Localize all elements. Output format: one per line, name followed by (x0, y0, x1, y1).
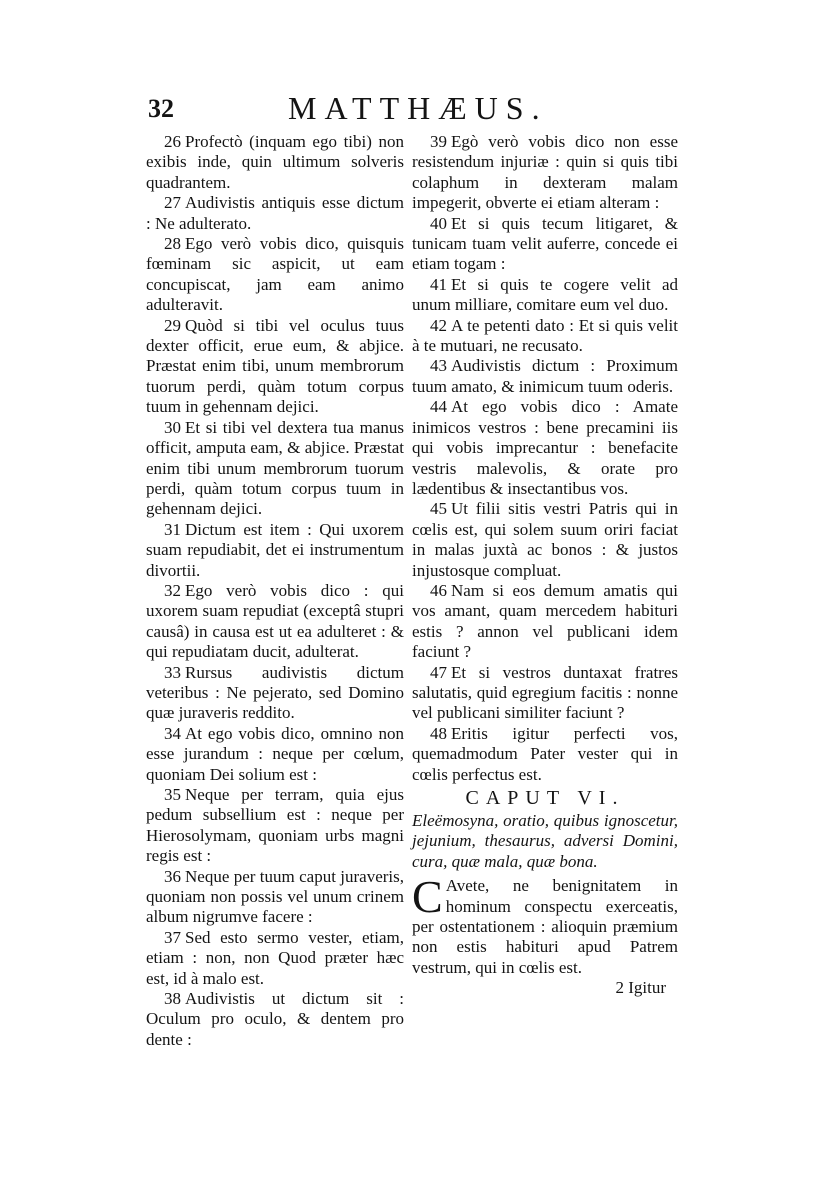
verse-text: Et si vestros duntaxat fratres salutatis, quid egregium facitis : nonne vel publicani similiter faciunt ? (412, 662, 678, 723)
verse (412, 275, 678, 316)
chapter-first-paragraph (412, 871, 678, 978)
chapter-summary: Eleëmosyna, oratio, quibus ignoscetur, jejunium, thesaurus, adversi Domini, cura, quæ mala, quæ bona. (412, 811, 678, 871)
page-header (148, 86, 688, 126)
verse (146, 724, 404, 785)
verse (412, 316, 678, 357)
verse-number: 27 (164, 193, 181, 213)
verse-text: Neque per tuum caput juraveris, quoniam non possis vel unum crinem album nigrumve facere : (146, 866, 404, 927)
verse-number: 45 (430, 499, 447, 519)
verse-text: Et si quis tecum litigaret, & tunicam tuam velit auferre, concede ei etiam togam : (412, 213, 678, 274)
verse-text: Quòd si tibi vel oculus tuus dexter officit, erue eum, & abjice. Præstat enim tibi, unum membrorum tuorum perdi, quàm totum corpus tuum in gehennam dejici. (146, 315, 404, 417)
verse-text: Audivistis antiquis esse dictum : Ne adulterato. (146, 193, 404, 233)
verse-number: 28 (164, 234, 181, 254)
verse-number: 37 (164, 927, 181, 947)
verse-number: 47 (430, 662, 447, 682)
verse-text: A te petenti dato : Et si quis velit à te mutuari, ne recusato. (412, 315, 678, 356)
verse-text: Audivistis ut dictum sit : Oculum pro oculo, & dentem pro dente : (146, 989, 404, 1049)
verse-number: 44 (430, 397, 447, 417)
verse-text: Et si quis te cogere velit ad unum milliare, comitare eum vel duo. (412, 274, 678, 315)
verse (146, 663, 404, 724)
verse (412, 499, 678, 581)
verse (146, 785, 404, 867)
verse (412, 132, 678, 214)
verse-text: Sed esto sermo vester, etiam, etiam : non, non Quod præter hæc est, id à malo est. (146, 927, 404, 988)
verse-number: 31 (164, 519, 181, 539)
verse-number: 34 (164, 723, 181, 743)
verse-text: Dictum est item : Qui uxorem suam repudiabit, det ei instrumentum divortii. (146, 519, 404, 580)
verse (146, 418, 404, 520)
verse (146, 867, 404, 928)
left-column (146, 132, 404, 1050)
catchword: 2 Igitur (615, 978, 666, 998)
verse-text: Ego verò vobis dico : qui uxorem suam repudiat (exceptâ stupri causâ) in causa est ut ea adulteret : & qui repudiatam ducit, adulterat. (146, 580, 404, 662)
verse (146, 234, 404, 316)
verse-number: 26 (164, 132, 181, 151)
chapter-heading: CAPUT VI. (465, 787, 625, 809)
verse (146, 316, 404, 418)
verse-number: 35 (164, 785, 181, 804)
verse-number: 33 (164, 662, 181, 682)
verse (412, 663, 678, 724)
verse (146, 928, 404, 989)
verse-number: 40 (430, 213, 447, 233)
verse (146, 132, 404, 193)
verse-number: 32 (164, 580, 181, 600)
verse-number: 43 (430, 356, 447, 376)
verse-text: Egò verò vobis dico non esse resistendum injuriæ : quin si quis tibi colaphum in dexteram malam impegerit, obverte ei etiam alteram : (412, 132, 678, 213)
verse-text: Audivistis dictum : Proximum tuum amato, & inimicum tuum oderis. (412, 356, 678, 396)
verse-text: At ego vobis dico, omnino non esse jurandum : neque per cœlum, quoniam Dei solium est : (146, 723, 404, 784)
verse (146, 193, 404, 234)
verse (412, 356, 678, 397)
verse-text: Neque per terram, quia ejus pedum subsellium est : neque per Hierosolymam, quoniam urbs magni regis est : (146, 785, 404, 866)
running-title: MATTHÆUS. (288, 90, 548, 126)
verse-number: 46 (430, 580, 447, 600)
verse-text: Ego verò vobis dico, quisquis fœminam sic aspicit, ut eam concupiscat, jam eam animo adulteravit. (146, 234, 404, 315)
verse-number: 42 (430, 315, 447, 335)
verse-number: 41 (430, 274, 447, 294)
verse-text: Eritis igitur perfecti vos, quemadmodum Pater vester qui in cœlis perfectus est. (412, 723, 678, 784)
verse-text: Et si tibi vel dextera tua manus officit, amputa eam, & abjice. Præstat enim tibi unum membrorum tuorum perdi, quàm totum corpus tuum in gehennam dejici. (146, 417, 404, 519)
verse-text: At ego vobis dico : Amate inimicos vestros : bene precamini iis qui vobis imprecantur : benefacite vestris malevolis, & orate pro lædentibus & insectantibus vos. (412, 397, 678, 498)
page-number: 32 (148, 94, 174, 123)
verse (412, 397, 678, 499)
verse (146, 989, 404, 1050)
verse (412, 214, 678, 275)
verse-number: 39 (430, 132, 447, 151)
drop-capital: C (412, 871, 443, 923)
right-column (412, 132, 678, 999)
verse-text: Rursus audivistis dictum veteribus : Ne pejerato, sed Domino quæ juraveris reddito. (146, 662, 404, 723)
verse (146, 520, 404, 581)
verse-number: 48 (430, 723, 447, 743)
verse-text: Ut filii sitis vestri Patris qui in cœlis est, qui solem suum oriri faciat in malas juxtà ac bonos : & justos injustosque compluat. (412, 499, 678, 580)
verse-number: 29 (164, 315, 181, 335)
verse-number: 36 (164, 866, 181, 886)
paragraph-text: Avete, ne benignitatem in hominum conspectu exerceatis, per ostentationem : alioquin præmium non estis habituri apud Patrem vestrum, qui in cœlis est. (412, 876, 678, 977)
verse-text: Profectò (inquam ego tibi) non exibis inde, quin ultimum solveris quadrantem. (146, 132, 404, 192)
verse-number: 38 (164, 989, 181, 1009)
verse-text: Nam si eos demum amatis qui vos amant, quam mercedem habituri estis ? annon vel publicani idem faciunt ? (412, 580, 678, 662)
verse (146, 581, 404, 663)
verse-number: 30 (164, 417, 181, 437)
verse (412, 724, 678, 785)
verse (412, 581, 678, 663)
